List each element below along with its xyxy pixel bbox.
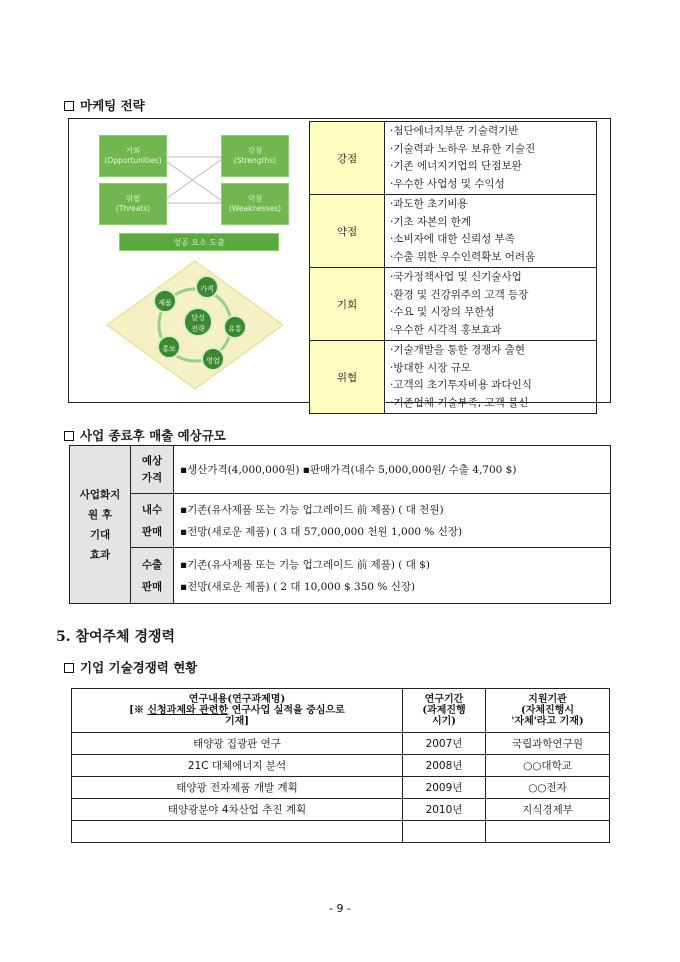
price-node: 가격 — [195, 275, 219, 299]
page-number: - 9 - — [329, 902, 351, 915]
swot-item: ·기존 에너지기업의 단점보완 — [390, 160, 522, 172]
success-factor-bar: 성공 요소 도출 — [119, 233, 279, 251]
swot-item: ·방대한 시장 규모 — [390, 361, 472, 374]
export-sales-value: ▪기존(유사제품 또는 기능 업그레이드 前 제품) ( 대 $) ▪전망(새로운 제품) ( 2 대 10,000 $ 350 % 신장) — [174, 548, 611, 604]
research-agency-cell: ○○전자 — [486, 777, 610, 799]
product-node: 제품 — [153, 289, 177, 313]
checkbox-square-icon — [64, 431, 74, 441]
research-content-cell: 21C 대체에너지 분석 — [72, 755, 403, 777]
swot-item: ·기술력과 노하우 보유한 기술진 — [390, 142, 536, 155]
research-agency-cell — [486, 821, 610, 843]
price-value: ▪생산가격(4,000,000원) ▪판매가격(내수 5,000,000원/ 수출 4,700 $) — [174, 446, 611, 494]
swot-item: ·과도한 초기비용 — [390, 198, 468, 210]
checkbox-square-icon — [64, 101, 74, 111]
swot-item: ·수출 위한 우수인력확보 어려움 — [390, 250, 536, 263]
research-table — [71, 688, 610, 843]
section-5-title: 5. 참여주체 경쟁력 — [56, 629, 176, 645]
domestic-sales-value: ▪기존(유사제품 또는 기능 업그레이드 前 제품) ( 대 천원) ▪전망(새로운 제품) ( 3 대 57,000,000 천원 1,000 % 신장) — [174, 494, 611, 548]
research-content-cell: 태양광분야 4차산업 추진 계획 — [72, 799, 403, 821]
swot-item: ·환경 및 건강위주의 고객 등장 — [390, 288, 529, 301]
swot-row — [310, 122, 597, 195]
research-period-cell — [403, 821, 486, 843]
research-period-cell: 2009년 — [403, 777, 486, 799]
swot-row — [310, 195, 597, 268]
swot-table — [309, 121, 597, 414]
tech-competitiveness-heading: 기업 기술경쟁력 현황 — [64, 658, 197, 676]
swot-items — [385, 195, 597, 268]
swot-item: ·수요 및 시장의 무한성 — [390, 306, 495, 318]
price-label: 예상 가격 — [131, 446, 174, 494]
swot-item: ·기초 자본의 한계 — [390, 215, 472, 228]
col-agency-header: 지원기관 (자체진행시 '자체'라고 기재) — [486, 689, 610, 733]
swot-items — [385, 341, 597, 414]
swot-items — [385, 268, 597, 341]
research-agency-cell: 국립과학연구원 — [486, 733, 610, 755]
sales-effect-table — [69, 445, 611, 604]
col-content-header: 연구내용(연구과제명) [※ 신청과제와 관련한 연구사업 실적을 중심으로 기재] — [72, 689, 403, 733]
research-agency-cell: ○○대학교 — [486, 755, 610, 777]
export-sales-label: 수출 판매 — [131, 548, 174, 604]
domestic-sales-label: 내수 판매 — [131, 494, 174, 548]
swot-items — [385, 122, 597, 195]
research-period-cell: 2008년 — [403, 755, 486, 777]
swot-item: ·우수한 사업성 및 수익성 — [390, 177, 505, 190]
threats-box: 위협 (Threats) — [99, 183, 167, 225]
swot-item: ·우수한 시각적 홍보효과 — [390, 323, 502, 336]
promotion-node: 홍보 — [157, 335, 181, 359]
table-row — [72, 799, 610, 821]
research-content-cell — [72, 821, 403, 843]
swot-category-label: 약점 — [310, 195, 385, 268]
research-content-cell: 태양광 전자제품 개발 계획 — [72, 777, 403, 799]
swot-item: ·기술개발을 통한 경쟁자 출현 — [390, 344, 526, 356]
research-agency-cell: 지식경제부 — [486, 799, 610, 821]
sales-node: 영업 — [201, 347, 225, 371]
distribution-node: 유통 — [223, 315, 247, 339]
swot-item: ·기존업체 기술부족, 고객 불신 — [390, 396, 529, 409]
opportunities-box: 기회 (Opportunities) — [99, 135, 167, 177]
checkbox-square-icon — [64, 663, 74, 673]
marketing-heading: 마케팅 전략 — [64, 96, 145, 114]
swot-item: ·고객의 초기투자비용 과다인식 — [390, 379, 532, 391]
table-row — [72, 777, 610, 799]
swot-row — [310, 341, 597, 414]
col-period-header: 연구기간 (과제진행 시기) — [403, 689, 486, 733]
research-content-cell: 태양광 집광판 연구 — [72, 733, 403, 755]
swot-category-label: 강점 — [310, 122, 385, 195]
strategy-center-node: 달성 전략 — [183, 307, 213, 337]
sales-heading: 사업 종료후 매출 예상규모 — [64, 426, 226, 444]
weaknesses-box: 약점 (Weaknesses) — [221, 183, 289, 225]
table-row — [72, 821, 610, 843]
table-row — [72, 755, 610, 777]
swot-frame — [68, 118, 611, 409]
swot-category-label: 위협 — [310, 341, 385, 414]
research-period-cell: 2010년 — [403, 799, 486, 821]
strengths-box: 강점 (Strengths) — [221, 135, 289, 177]
content-header-note: [※ 신청과제와 관련한 연구사업 실적을 중심으로 — [129, 705, 345, 716]
swot-item: ·첨단에너지부문 기술력기반 — [390, 125, 519, 137]
swot-row — [310, 268, 597, 341]
swot-item: ·소비자에 대한 신뢰성 부족 — [390, 233, 515, 245]
swot-diagram — [75, 123, 309, 398]
swot-item: ·국가정책사업 및 신기술사업 — [390, 271, 522, 283]
swot-category-label: 기회 — [310, 268, 385, 341]
table-row — [72, 733, 610, 755]
research-period-cell: 2007년 — [403, 733, 486, 755]
effect-group-label: 사업화지 원 후 기대 효과 — [70, 446, 131, 604]
